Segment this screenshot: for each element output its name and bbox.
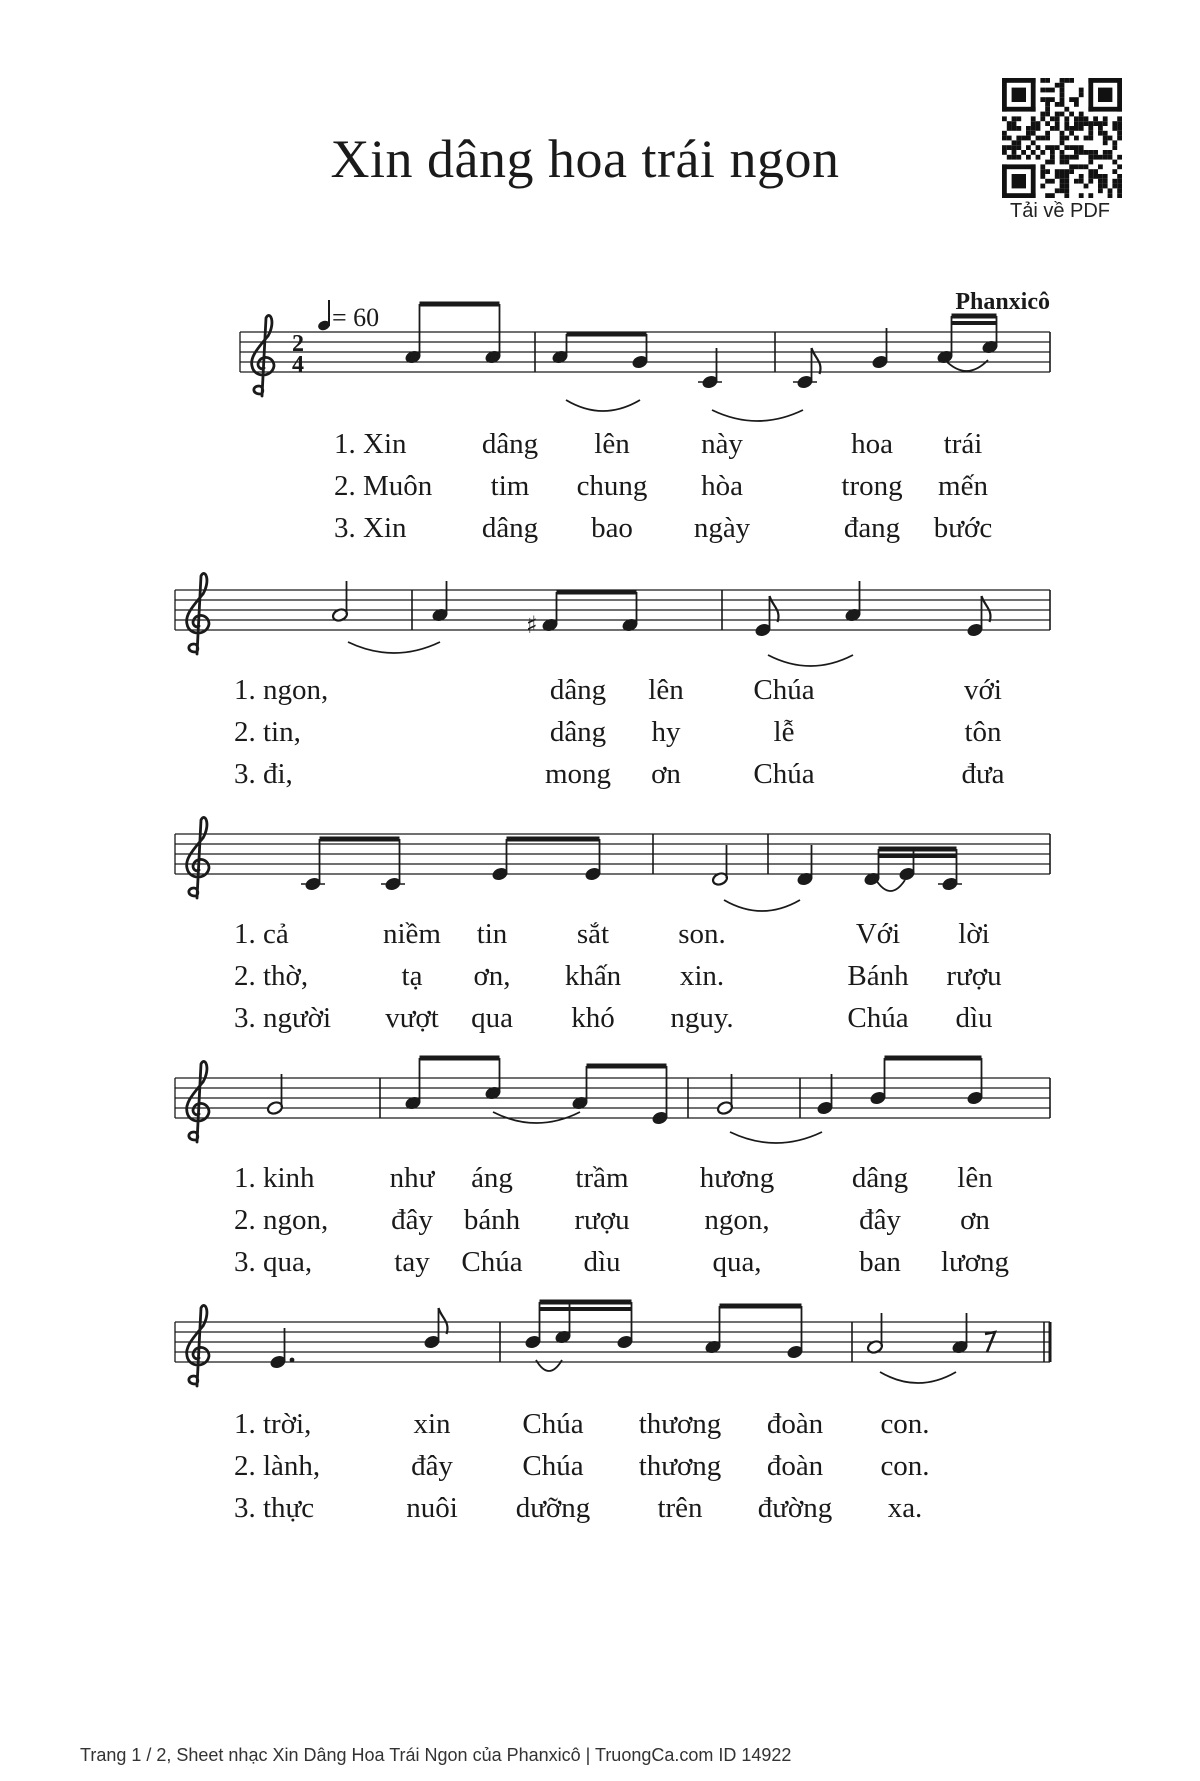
lyric-line-verse-3 [0,1492,1200,1532]
lyric-syllable: niềm [383,918,441,950]
lyric-syllable: Chúa [522,1450,584,1482]
lyric-syllable: dìu [583,1246,621,1278]
download-pdf-link[interactable]: Tải về PDF [1009,200,1111,222]
note-tie [880,1372,956,1383]
lyric-syllable: son. [678,918,726,950]
staff-group [175,1302,1050,1386]
lyric-syllable: 3. Xin [334,512,407,544]
lyric-syllable: hương [699,1162,775,1194]
lyric-syllable: rượu [946,960,1002,992]
page-footer: Trang 1 / 2, Sheet nhạc Xin Dâng Hoa Trái Ngon của Phanxicô | TruongCa.com ID 14922 [80,1745,792,1765]
lyric-syllable: xa. [887,1492,923,1524]
lyric-syllable: bánh [463,1204,521,1236]
lyric-syllable: qua, [712,1246,762,1278]
lyric-syllable: 1. Xin [334,428,407,460]
lyric-syllable: áng [471,1162,513,1194]
lyric-syllable: dưỡng [515,1492,591,1524]
lyric-line-verse-1 [0,1408,1200,1448]
lyric-syllable: lương [940,1246,1010,1278]
lyric-syllable: tin [476,918,508,950]
dot [290,1358,295,1363]
treble-clef-icon [187,1305,209,1386]
lyric-syllable: khó [571,1002,615,1034]
note-flag [439,1308,448,1334]
time-signature-denominator: 4 [292,352,304,378]
lyric-syllable: Chúa [753,674,815,706]
lyric-syllable: mong [544,758,612,790]
lyric-syllable: Chúa [847,1002,909,1034]
lyric-syllable: trầm [575,1162,629,1194]
lyric-syllable: tay [394,1246,430,1278]
lyric-syllable: hoa [851,428,893,460]
lyric-syllable: ơn [651,758,681,790]
song-title: Xin dâng hoa trái ngon [330,129,840,189]
lyric-syllable: chung [576,470,648,502]
lyric-syllable: 3. đi, [234,758,293,790]
lyric-syllable: trên [657,1492,703,1524]
lyric-syllable: đây [391,1204,433,1236]
lyric-syllable: nuôi [406,1492,458,1524]
lyric-syllable: ơn, [473,960,511,992]
lyric-syllable: Với [855,918,901,950]
lyric-syllable: ngày [693,512,751,544]
lyric-syllable: bước [933,512,993,544]
lyric-syllable: hy [651,716,681,748]
lyric-syllable: lễ [773,716,795,748]
lyric-syllable: 2. Muôn [334,470,433,502]
composer-name: Phanxicô [955,289,1050,315]
lyric-line-verse-2 [0,1450,1200,1490]
lyric-syllable: Chúa [753,758,815,790]
lyric-syllable: vượt [385,1002,439,1034]
lyric-syllable: lên [957,1162,993,1194]
lyric-syllable: qua [471,1002,513,1034]
lyric-syllable: 2. ngon, [234,1204,329,1236]
lyric-syllable: 2. thờ, [234,960,309,992]
lyric-syllable: 2. lành, [234,1450,321,1482]
lyric-syllable: khấn [564,960,622,992]
lyric-syllable: 1. cả [234,918,289,950]
lyric-syllable: ban [859,1246,901,1278]
lyric-syllable: này [701,428,743,460]
lyric-syllable: rượu [574,1204,630,1236]
lyric-syllable: dâng [549,716,607,748]
lyric-syllable: con. [880,1408,930,1440]
lyric-syllable: trái [943,428,983,460]
lyric-syllable: xin. [679,960,725,992]
lyric-syllable: tạ [401,960,423,992]
lyric-syllable: đoàn [766,1408,824,1440]
lyric-syllable: 1. kinh [234,1162,315,1194]
lyric-syllable: Chúa [461,1246,523,1278]
lyric-syllable: trong [841,470,903,502]
lyric-syllable: thương [638,1408,722,1440]
lyric-syllable: lời [958,918,990,950]
lyric-syllable: dâng [851,1162,909,1194]
lyric-syllable: như [389,1162,435,1194]
lyric-syllable: Chúa [522,1408,584,1440]
lyric-syllable: Bánh [847,960,909,992]
lyric-syllable: đây [859,1204,901,1236]
tempo-value: = 60 [332,303,380,332]
lyric-syllable: đây [411,1450,453,1482]
sharp-icon: ♯ [526,611,538,639]
lyric-syllable: với [964,674,1002,706]
lyric-syllable: lên [648,674,684,706]
lyric-syllable: hòa [701,470,743,502]
lyric-syllable: đường [757,1492,833,1524]
lyric-syllable: lên [594,428,630,460]
lyric-syllable: đang [843,512,901,544]
lyric-syllable: bao [591,512,633,544]
lyric-syllable: xin [413,1408,451,1440]
lyric-syllable: thương [638,1450,722,1482]
lyric-syllable: tim [490,470,530,502]
lyric-syllable: 3. qua, [234,1246,313,1278]
lyric-syllable: 1. ngon, [234,674,329,706]
lyric-syllable: ơn [960,1204,990,1236]
lyric-syllable: 2. tin, [234,716,301,748]
lyric-syllable: đoàn [766,1450,824,1482]
lyric-syllable: mến [938,470,988,502]
lyric-syllable: dâng [481,428,539,460]
lyric-syllable: dìu [955,1002,993,1034]
lyric-syllable: sắt [576,918,610,950]
lyric-syllable: dâng [549,674,607,706]
time-signature-numerator: 2 [292,331,304,357]
lyric-syllable: nguy. [670,1002,734,1034]
lyric-syllable: dâng [481,512,539,544]
lyric-syllable: 3. người [234,1002,332,1034]
lyric-syllable: 3. thực [234,1492,315,1524]
lyric-syllable: tôn [964,716,1002,748]
lyric-syllable: con. [880,1450,930,1482]
lyric-syllable: đưa [961,758,1005,790]
lyric-syllable: 1. trời, [234,1408,312,1440]
lyric-syllable: ngon, [704,1204,770,1236]
